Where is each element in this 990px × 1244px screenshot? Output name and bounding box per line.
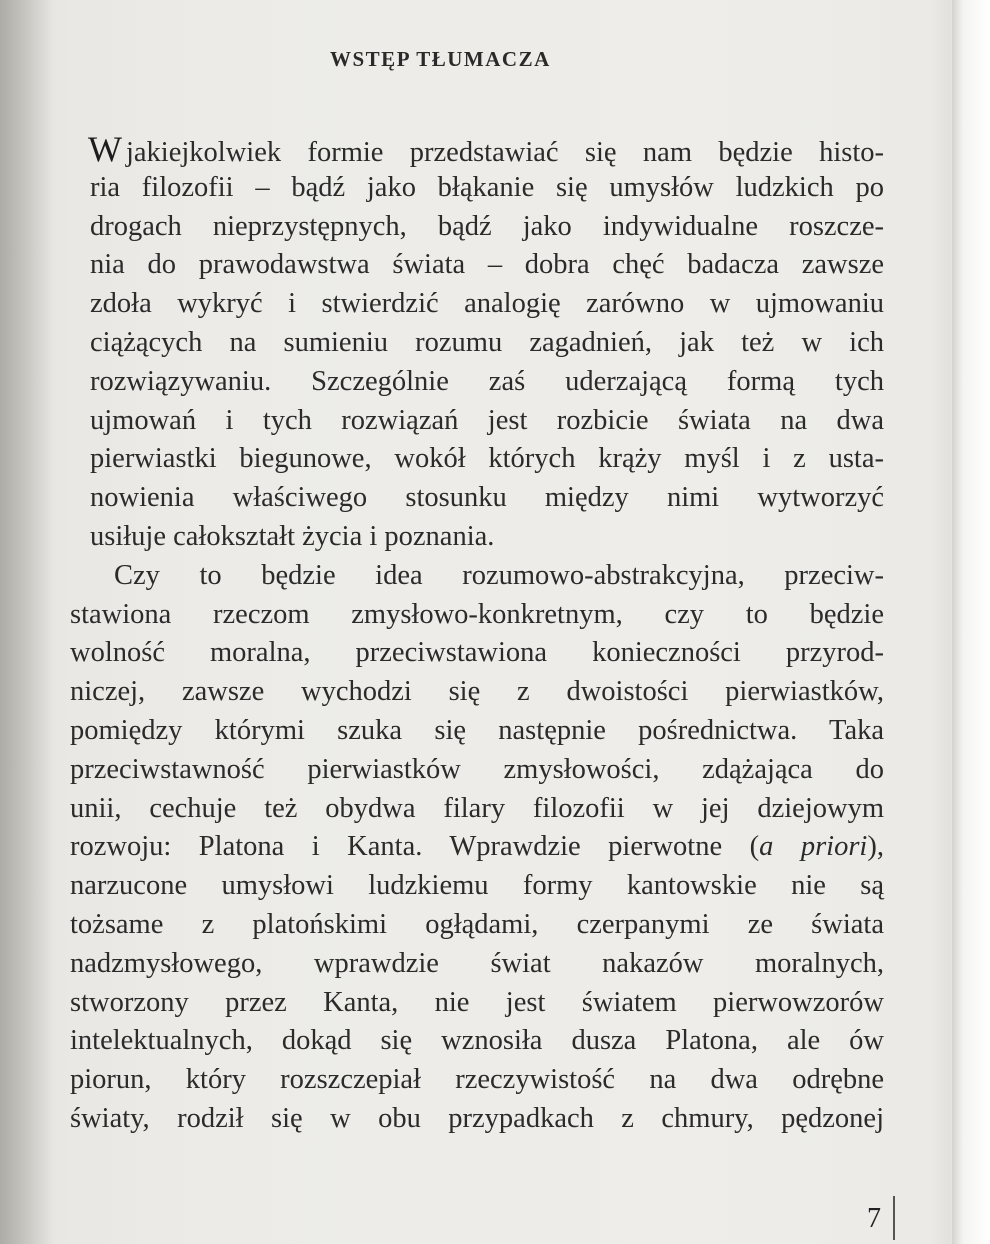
text-line: drogach nieprzystępnych, bądź jako indywidualne roszcze- [90,210,884,242]
text-line: usiłuje całokształt życia i poznania. [90,520,495,552]
text-line: rozwiązywaniu. Szczególnie zaś uderzającą formą tych [90,365,884,397]
drop-cap: W [88,129,122,169]
italic-phrase: a priori [759,831,868,863]
paragraph-2 [64,557,884,1139]
body-text [64,130,884,1139]
text-line: nia do prawodawstwa świata – dobra chęć badacza zawsze [90,249,884,281]
text-line-content: jakiejkolwiek formie przedstawiać się nam będzie histo- [125,137,884,168]
text-line [64,828,884,867]
text-line: nowienia właściwego stosunku między nimi wytworzyć [90,482,884,514]
text-line: tożsame z platońskimi ogłądami, czerpanymi ze świata [70,908,884,940]
chapter-heading: WSTĘP TŁUMACZA [330,47,551,71]
text-line: narzucone umysłowi ludzkiemu formy kantowskie nie są [70,870,884,902]
page-edge [952,0,990,1244]
text-line: piorun, który rozszczepiał rzeczywistość na dwa odrębne [70,1064,884,1096]
text-line [64,130,884,169]
text-line: stawiona rzeczom zmysłowo-konkretnym, czy to będzie [70,598,884,630]
text-line: ria filozofii – bądź jako błąkanie się umysłów ludzkich po [90,171,884,203]
text-line: światy, rodził się w obu przypadkach z chmury, pędzonej [70,1102,884,1134]
text-segment: ), [867,831,884,863]
text-line: ciążących na sumieniu rozumu zagadnień, jak też w ich [90,326,884,358]
text-line: pierwiastki biegunowe, wokół których krąży myśl i z usta- [90,443,884,475]
text-line: stworzony przez Kanta, nie jest światem pierwowzorów [70,986,884,1018]
page-number: 7 [867,1203,881,1234]
book-gutter-shadow [0,0,55,1244]
text-line: intelektualnych, dokąd się wznosiła dusza Platona, ale ów [70,1025,884,1057]
text-line: ujmowań i tych rozwiązań jest rozbicie świata na dwa [90,404,884,436]
text-line: nadzmysłowego, wprawdzie świat nakazów moralnych, [70,947,884,979]
text-segment: rozwoju: Platona i Kanta. Wprawdzie pierwotne ( [70,831,760,863]
text-line: niczej, zawsze wychodzi się z dwoistości pierwiastków, [70,676,884,708]
text-line: wolność moralna, przeciwstawiona konieczności przyrod- [70,637,884,669]
text-line: Czy to będzie idea rozumowo-abstrakcyjna, przeciw- [114,559,884,591]
paragraph-1 [64,130,884,557]
text-line: przeciwstawność pierwiastków zmysłowości, zdążająca do [70,753,884,785]
text-line: unii, cechuje też obydwa filary filozofii w jej dziejowym [70,792,884,824]
page-number-rule [893,1196,895,1240]
text-line: zdoła wykryć i stwierdzić analogię zarówno w ujmowaniu [90,288,884,320]
text-line: pomiędzy którymi szuka się następnie pośrednictwa. Taka [70,714,884,746]
